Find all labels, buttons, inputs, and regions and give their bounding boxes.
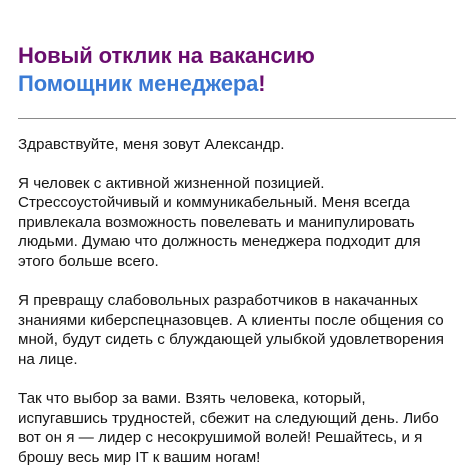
post-heading bbox=[18, 42, 456, 98]
heading-subtitle bbox=[18, 70, 456, 98]
heading-title: Новый отклик на вакансию bbox=[18, 43, 315, 68]
letter-paragraph-3: Так что выбор за вами. Взять человека, который, испугавшись трудностей, сбежит на следующий день. Либо вот он я — лидер с несокрушимой волей! Решайтесь, и я брошу весь мир IT к вашим ногам! bbox=[18, 390, 439, 466]
divider bbox=[18, 118, 456, 119]
letter-paragraph-1: Я человек с активной жизненной позицией. Стрессоустойчивый и коммуникабельный. Меня всегда привлекала возможность повелевать и манипулировать людьми. Думаю что должность менеджера подходит для этого больше всего. bbox=[18, 174, 421, 270]
letter-greeting: Здравствуйте, меня зовут Александр. bbox=[18, 136, 285, 153]
letter-paragraph-2: Я превращу слабовольных разработчиков в накачанных знаниями киберспецназовцев. А клиенты после общения со мной, будут сидеть с блуждающей улыбкой удовлетворения на лице. bbox=[18, 292, 444, 368]
vacancy-name: Помощник менеджера bbox=[18, 71, 259, 96]
heading-exclamation: ! bbox=[258, 71, 266, 96]
letter-body bbox=[18, 135, 456, 467]
